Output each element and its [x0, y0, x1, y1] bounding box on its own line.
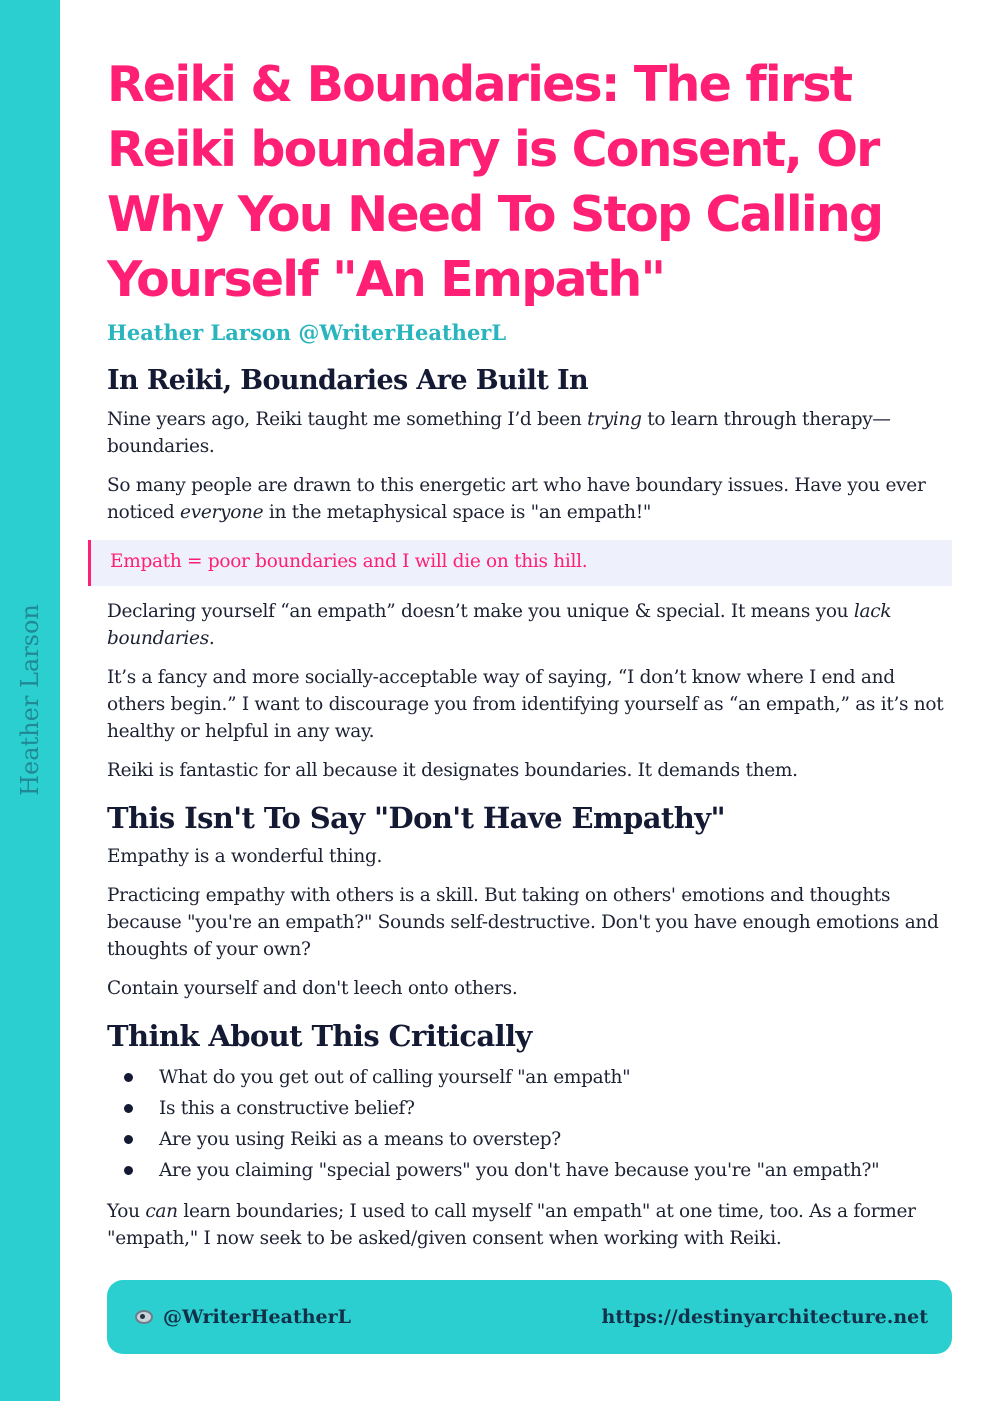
blockquote	[88, 540, 952, 586]
footer-website-link[interactable]: https://destinyarchitecture.net	[601, 1306, 928, 1328]
list-item: Is this a constructive belief?	[107, 1093, 952, 1124]
bullet-icon	[124, 1166, 133, 1175]
bullet-icon	[124, 1135, 133, 1144]
byline: Heather Larson @WriterHeatherL	[107, 320, 507, 345]
list-item: Are you using Reiki as a means to overstep?	[107, 1124, 952, 1155]
section-heading-critical: Think About This Critically	[107, 1019, 532, 1053]
bullet-icon	[124, 1073, 133, 1082]
paragraph: Contain yourself and don't leech onto others.	[107, 978, 518, 999]
article	[107, 52, 952, 1252]
sidebar	[0, 0, 60, 1401]
bullet-list	[107, 1062, 952, 1186]
footer-handle-group[interactable]	[133, 1306, 351, 1328]
blockquote-text: Empath = poor boundaries and I will die on this hill.	[110, 551, 588, 572]
footer	[107, 1280, 952, 1354]
list-item: Are you claiming "special powers" you don't have because you're "an empath?"	[107, 1155, 952, 1186]
paragraph: Declaring yourself “an empath” doesn’t make you unique & special. It means you lack boundaries.	[107, 601, 892, 649]
paragraph: You can learn boundaries; I used to call myself "an empath" at one time, too. As a former "empath," I now seek to be asked/given consent when working with Reiki.	[107, 1201, 916, 1249]
paragraph: Reiki is fantastic for all because it designates boundaries. It demands them.	[107, 760, 798, 781]
paragraph: Practicing empathy with others is a skill. But taking on others' emotions and thoughts because "you're an empath?" Sounds self-destructive. Don't you have enough emotions and thoughts of your own?	[107, 885, 939, 960]
paragraph: It’s a fancy and more socially-acceptable way of saying, “I don’t know where I end and others begin.” I want to discourage you from identifying yourself as “an empath,” as it’s not healthy or helpful in any way.	[107, 667, 944, 742]
article-title: Reiki & Boundaries: The first Reiki boundary is Consent, Or Why You Need To Stop Calling Yourself "An Empath"	[107, 56, 883, 308]
section-heading-boundaries: In Reiki, Boundaries Are Built In	[107, 365, 589, 396]
paragraph: So many people are drawn to this energetic art who have boundary issues. Have you ever noticed everyone in the metaphysical space is "an empath!"	[107, 475, 926, 523]
section-heading-empathy: This Isn't To Say "Don't Have Empathy"	[107, 801, 725, 835]
bullet-icon	[124, 1104, 133, 1113]
footer-handle[interactable]: @WriterHeatherL	[163, 1306, 351, 1328]
paragraph: Nine years ago, Reiki taught me something I’d been trying to learn through therapy—boundaries.	[107, 409, 891, 457]
sidebar-author-label: Heather Larson	[16, 604, 44, 796]
paragraph: Empathy is a wonderful thing.	[107, 846, 383, 867]
snail-icon	[133, 1308, 155, 1326]
list-item: What do you get out of calling yourself "an empath"	[107, 1062, 952, 1093]
